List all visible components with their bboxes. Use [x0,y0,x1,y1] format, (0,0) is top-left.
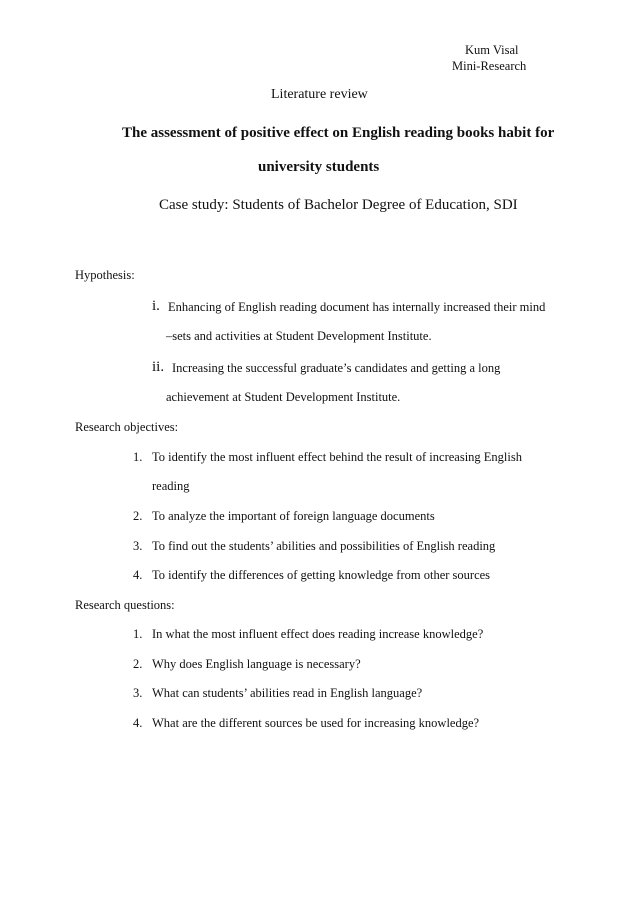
hypothesis-heading: Hypothesis: [75,268,135,282]
document-title-line2: university students [258,159,380,175]
objective-item-1-line1: To identify the most influent effect behind the result of increasing English [152,450,522,464]
section-title: Literature review [271,87,368,102]
objectives-heading: Research objectives: [75,420,179,434]
hypothesis-item-2-line2: achievement at Student Development Institute. [166,390,401,404]
hypothesis-marker-1: i. [152,298,160,314]
document-title-line1: The assessment of positive effect on English reading books habit for [122,125,555,141]
objective-marker-4: 4. [133,568,143,582]
question-marker-1: 1. [133,627,143,641]
case-study-subtitle: Case study: Students of Bachelor Degree of Education, SDI [159,197,518,213]
header-author: Kum Visal [465,43,519,57]
header-label: Mini-Research [452,59,527,73]
objective-marker-3: 3. [133,539,143,553]
hypothesis-item-1-line1: Enhancing of English reading document has internally increased their mind [168,300,546,314]
question-item-3: What can students’ abilities read in English language? [152,686,423,700]
hypothesis-item-1-line2: –sets and activities at Student Development Institute. [166,329,432,343]
hypothesis-marker-2: ii. [152,359,165,375]
question-marker-4: 4. [133,716,143,730]
questions-heading: Research questions: [75,598,175,612]
hypothesis-item-2-line1: Increasing the successful graduate’s candidates and getting a long [172,361,501,375]
objective-item-3: To find out the students’ abilities and possibilities of English reading [152,539,496,553]
question-item-2: Why does English language is necessary? [152,657,361,671]
question-item-4: What are the different sources be used for increasing knowledge? [152,716,480,730]
objective-item-2: To analyze the important of foreign language documents [152,509,435,523]
objective-marker-2: 2. [133,509,143,523]
question-item-1: In what the most influent effect does reading increase knowledge? [152,627,484,641]
question-marker-3: 3. [133,686,143,700]
objective-item-4: To identify the differences of getting knowledge from other sources [152,568,491,582]
objective-marker-1: 1. [133,450,143,464]
objective-item-1-line2: reading [152,479,190,493]
question-marker-2: 2. [133,657,143,671]
